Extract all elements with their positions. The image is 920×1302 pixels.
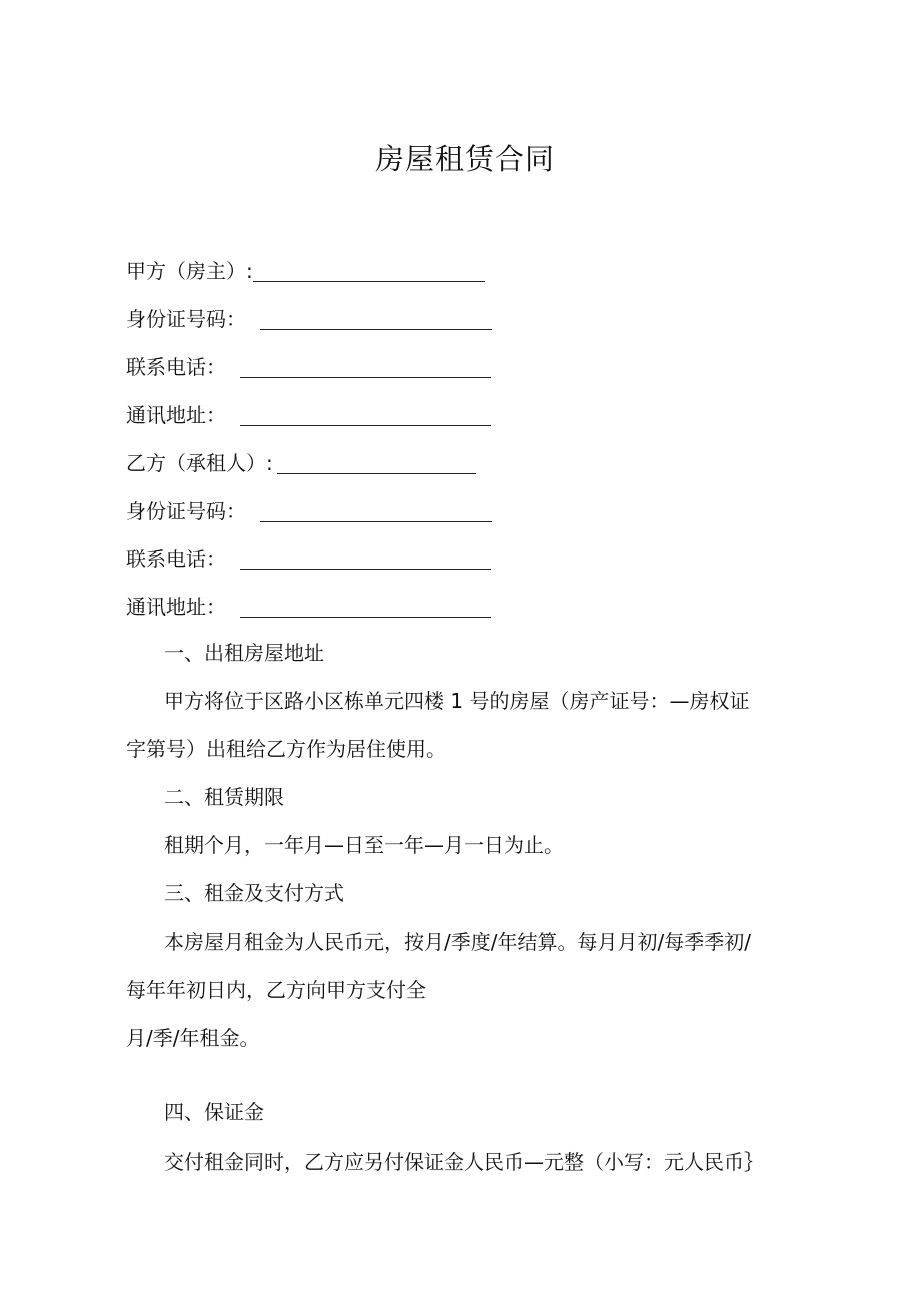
party-b-phone-blank[interactable]: [240, 547, 491, 570]
party-a-name-blank[interactable]: [253, 259, 485, 282]
section-1-line-1: 甲方将位于区路小区栋单元四楼 1 号的房屋（房产证号：—房权证: [164, 689, 750, 713]
party-a-address-field: [126, 396, 491, 430]
party-a-phone-field: [126, 348, 491, 382]
party-b-name-blank[interactable]: [277, 451, 476, 474]
section-4-heading: 四、保证金: [164, 1100, 264, 1124]
party-a-phone-blank[interactable]: [240, 355, 491, 378]
section-1-line-2: 字第号）出租给乙方作为居住使用。: [126, 737, 446, 761]
party-b-id-label: 身份证号码：: [126, 499, 246, 523]
section-3-heading: 三、租金及支付方式: [164, 881, 344, 905]
section-1-heading: 一、出租房屋地址: [164, 641, 324, 665]
party-b-address-label: 通讯地址：: [126, 595, 226, 619]
party-b-address-field: [126, 588, 491, 622]
section-2-line-1: 租期个月，一年月—日至一年—月一日为止。: [164, 833, 564, 857]
section-4-line-1: 交付租金同时，乙方应另付保证金人民币—元整（小写：元人民币｝: [164, 1150, 764, 1174]
section-3-line-2: 每年年初日内，乙方向甲方支付全: [126, 978, 426, 1002]
party-a-id-label: 身份证号码：: [126, 307, 246, 331]
party-a-name-field: [126, 252, 485, 286]
party-b-id-blank[interactable]: [260, 499, 492, 522]
party-a-id-blank[interactable]: [260, 307, 492, 330]
party-b-name-field: [126, 444, 476, 478]
party-b-name-label: 乙方（承租人）:: [126, 451, 273, 475]
document-title: 房屋租赁合同: [374, 142, 555, 176]
party-b-phone-label: 联系电话：: [126, 547, 226, 571]
party-a-id-field: [126, 300, 492, 334]
party-b-id-field: [126, 492, 492, 526]
section-3-line-1: 本房屋月租金为人民币元，按月/季度/年结算。每月月初/每季季初/: [164, 930, 751, 954]
party-a-name-label: 甲方（房主）:: [126, 259, 253, 283]
section-2-heading: 二、租赁期限: [164, 785, 284, 809]
party-a-phone-label: 联系电话：: [126, 355, 226, 379]
party-b-phone-field: [126, 540, 491, 574]
party-a-address-blank[interactable]: [240, 403, 491, 426]
party-a-address-label: 通讯地址：: [126, 403, 226, 427]
party-b-address-blank[interactable]: [240, 595, 491, 618]
section-3-line-3: 月/季/年租金。: [126, 1026, 260, 1050]
